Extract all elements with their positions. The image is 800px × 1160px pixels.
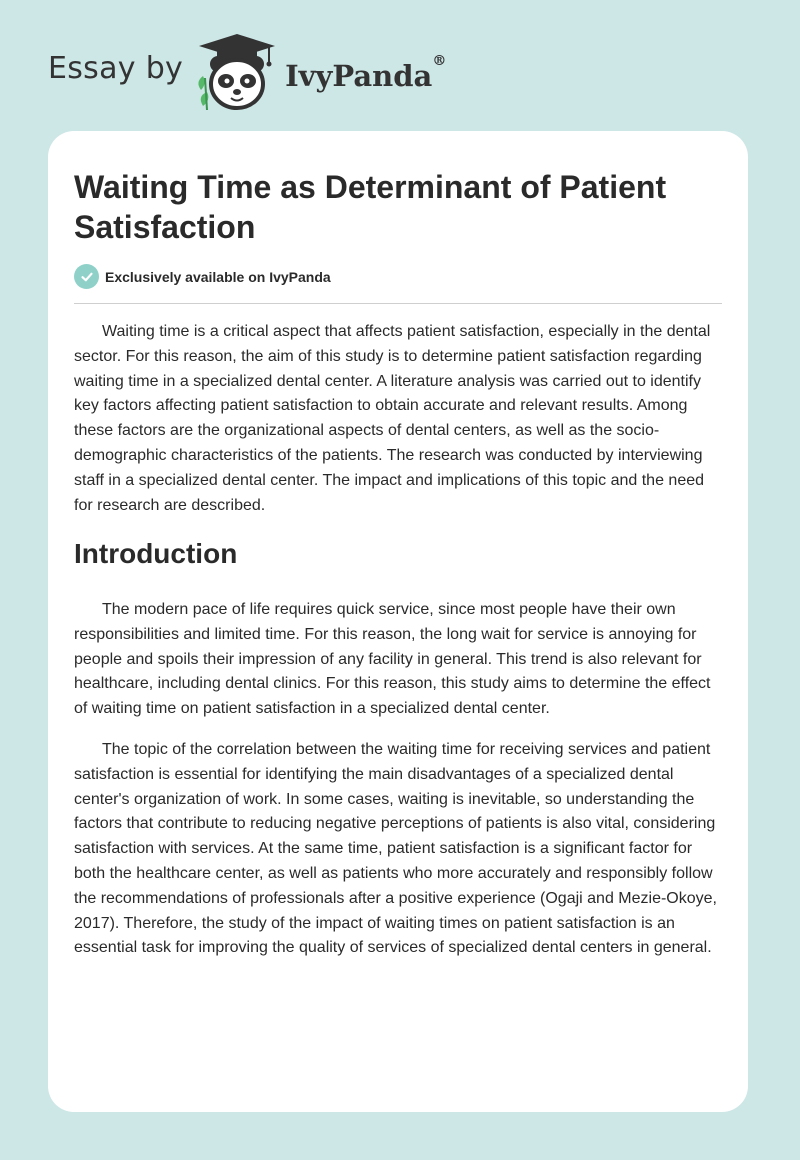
exclusive-badge bbox=[74, 264, 331, 289]
site-header bbox=[48, 32, 446, 112]
essay-by-label: Essay by bbox=[48, 50, 184, 86]
body-paragraph: The topic of the correlation between the waiting time for receiving services and patient satisfaction is essential for identifying the main disadvantages of a specialized dental center's organization of work. In some cases, waiting is inevitable, so understanding the factors that contribute to reducing negative perceptions of patients is also vital, considering satisfaction with services. At the same time, patient satisfaction is a significant factor for both the healthcare center, as well as patients who more accurately and responsibly follow the recommendations of professionals after a positive experience (Ogaji and Mezie-Okoye, 2017). Therefore, the study of the impact of waiting times on patient satisfaction is an essential task for improving the quality of services of specialized dental centers in general. bbox=[74, 741, 717, 957]
article-card bbox=[48, 131, 748, 1112]
brand-name[interactable] bbox=[285, 53, 447, 93]
brand-label: IvyPanda bbox=[285, 59, 433, 93]
badge-label: Exclusively available on IvyPanda bbox=[105, 268, 331, 285]
article-title: Waiting Time as Determinant of Patient Satisfaction bbox=[74, 169, 667, 245]
abstract-paragraph: Waiting time is a critical aspect that affects patient satisfaction, especially in the dental sector. For this reason, the aim of this study is to determine patient satisfaction regarding waiting time in a specialized dental center. A literature analysis was carried out to identify key factors affecting patient satisfaction to obtain accurate and relevant results. Among these factors are the organizational aspects of dental centers, as well as the socio-demographic characteristics of the patients. The research was conducted by interviewing staff in a specialized dental center. The impact and implications of this topic and the need for research are described. bbox=[74, 323, 711, 514]
divider bbox=[74, 303, 722, 304]
registered-mark: ® bbox=[432, 53, 447, 69]
panda-logo-icon[interactable] bbox=[193, 32, 281, 112]
body-paragraph: The modern pace of life requires quick service, since most people have their own responsibilities and limited time. For this reason, the long wait for service is annoying for people and spoils their impression of any facility in general. This trend is also relevant for healthcare, including dental clinics. For this reason, this study aims to determine the effect of waiting time on patient satisfaction in a specialized dental center. bbox=[74, 601, 711, 718]
section-heading-introduction: Introduction bbox=[74, 538, 238, 569]
checkmark-icon bbox=[74, 264, 99, 289]
